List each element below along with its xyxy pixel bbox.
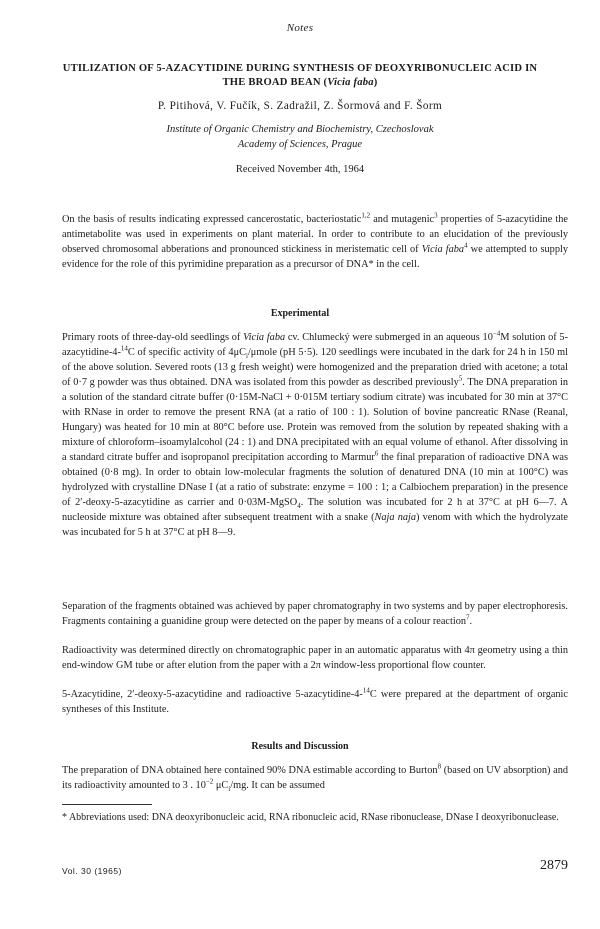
affiliation-line: Institute of Organic Chemistry and Biochemistry, Czechoslovak: [166, 124, 434, 135]
results-paragraph: The preparation of DNA obtained here contained 90% DNA estimable according to Burton$^8$ (based on UV absorption) and its radioactivity amounted to 3 . $10^{-2}$ $\mu C_i/mg$. It can be assumed: [62, 762, 568, 794]
footnote-divider: [62, 804, 152, 805]
experimental-paragraph: Primary roots of three-day-old seedlings of Vicia faba cv. Chlumecký were submerged in an aqueous $10^{-4}M$ solution of 5-azacytidine-4-$^{14}$C of specific activity of $4\mu C_i$/μmole (pH 5·5). 120 seedlings were incubated in the dark for 24 h in 150 ml of the above solution. Severed roots (13 g fresh weight) were homogenized and the preparation dried with acetone; a total of 0·7 g powder was thus obtained. DNA was isolated from this powder as described previously$^5$. The DNA preparation in a solution of the standard citrate buffer (0·15M-NaCl + 0·015M tertiary sodium citrate) was incubated for 30 min at 37°C with RNase in order to remove the present RNA (at a ratio of 100 : 1). Solution of bovine pancreatic RNase (Reanal, Hungary) was heated for 10 min at 80°C before use. Protein was removed from the solution by repeated shaking with a mixture of chloroform–isoamylalcohol (24 : 1) and DNA precipitated with an equal volume of ethanol. After dissolving in a standard citrate buffer and isopropanol precipitation according to Marmur$^6$ the final preparation of radioactive DNA was obtained (0·8 mg). In order to obtain low-molecular fragments the solution of denatured DNA (10 min at 100°C) was hydrolyzed with crystalline DNase I (at a ratio of substrate: enzyme = 100 : 1; a Calbiochem preparation) in the presence of 2′-deoxy-5-azacytidine as carrier and 0·03M-MgSO$_4$. The solution was incubated for 2 h at 37°C at pH 6—7. A nucleoside mixture was obtained after subsequent treatment with a snake (Naja naja) venom with which the hydrolyzate was incubated for 5 h at 37°C at pH 8—9.: [62, 329, 569, 538]
affiliation-line: Academy of Sciences, Prague: [237, 139, 363, 150]
preparation-paragraph: 5-Azacytidine, 2′-deoxy-5-azacytidine and radioactive 5-azacytidine-4-$^{14}$C were prepared at the department of organic syntheses of this Institute.: [62, 686, 568, 715]
section-heading-results: Results and Discussion: [251, 741, 349, 752]
radioactivity-paragraph: Radioactivity was determined directly on chromatographic paper in an automatic apparatus with 4π geometry using a thin end-window GM tube or after elution from the paper with a 2π window-less proportional flow counter.: [62, 645, 568, 671]
footnote: * Abbreviations used: DNA deoxyribonucleic acid, RNA ribonucleic acid, RNase ribonuclease, DNase I deoxyribonuclease.: [62, 812, 559, 823]
separation-paragraph: Separation of the fragments obtained was achieved by paper chromatography in two systems and by paper electrophoresis. Fragments containing a guanidine group were detected on the paper by means of a colour reaction$^7$.: [62, 601, 568, 627]
author-list: P. Pitihová, V. Fučík, S. Zadražil, Z. Šormová and F. Šorm: [157, 100, 443, 112]
affiliation: [0, 122, 600, 152]
journal-volume: Vol. 30 (1965): [62, 866, 122, 876]
running-header: Notes: [286, 22, 314, 34]
section-heading-experimental: Experimental: [270, 308, 330, 319]
page-number: 2879: [540, 858, 568, 873]
intro-paragraph: On the basis of results indicating expressed cancerostatic, bacteriostatic$^{1,2}$ and mutagenic$^3$ properties of 5-azacytidine the antimetabolite was used in experiments on plant material. In order to contribute to an elucidation of the previously observed chromosomal abberations and pronounced stickiness in meristematic cell of Vicia faba$^4$ we attempted to supply evidence for the role of this pyrimidine preparation as a precursor of DNA* in the cell.: [62, 211, 568, 270]
article-title: UTILIZATION OF 5-AZACYTIDINE DURING SYNTHESIS OF DEOXYRIBONUCLEIC ACID IN THE BROAD BEAN (Vicia faba): [62, 63, 538, 88]
received-date: Received November 4th, 1964: [235, 164, 365, 175]
